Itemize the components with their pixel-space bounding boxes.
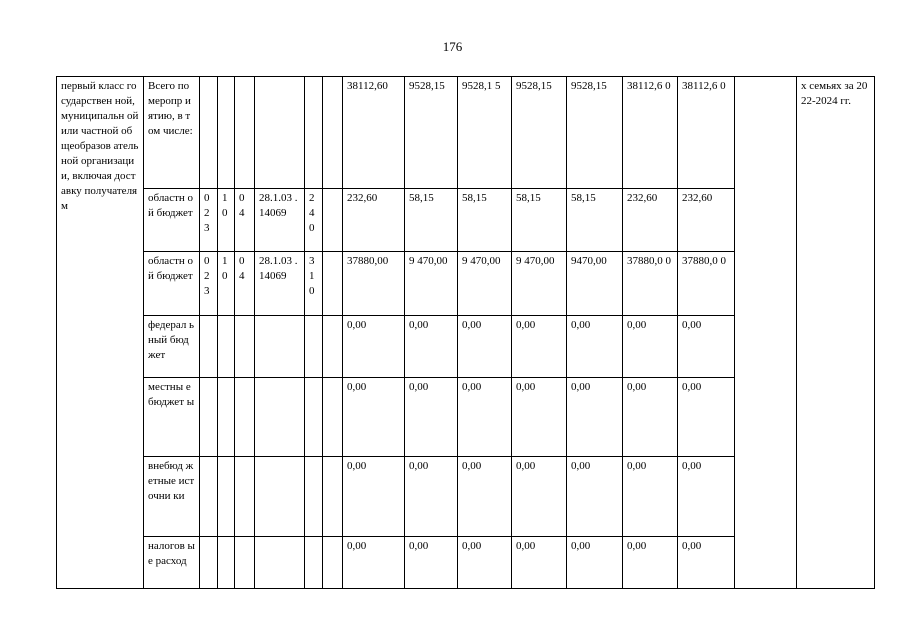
value-total: 232,60 [343, 189, 405, 252]
empty-cell [735, 77, 797, 589]
funding-source: областн ой бюджет [144, 189, 200, 252]
value-sum-b: 232,60 [678, 189, 735, 252]
code-section [218, 457, 235, 537]
code-subsection [235, 316, 255, 378]
value-2025: 0,00 [567, 316, 623, 378]
value-2023: 0,00 [458, 378, 512, 457]
code-target [255, 77, 305, 189]
value-2024: 9 470,00 [512, 252, 567, 316]
value-2025: 0,00 [567, 457, 623, 537]
code-subsection [235, 537, 255, 589]
code-ministry [200, 316, 218, 378]
empty-cell [323, 77, 343, 189]
code-ministry: 02 3 [200, 189, 218, 252]
code-target [255, 316, 305, 378]
value-2024: 0,00 [512, 316, 567, 378]
code-subsection [235, 378, 255, 457]
code-section [218, 378, 235, 457]
value-total: 0,00 [343, 457, 405, 537]
value-2025: 9470,00 [567, 252, 623, 316]
value-2022: 0,00 [405, 316, 458, 378]
code-type [305, 457, 323, 537]
value-2022: 58,15 [405, 189, 458, 252]
code-ministry [200, 378, 218, 457]
value-sum-a: 37880,0 0 [623, 252, 678, 316]
code-type [305, 378, 323, 457]
value-2023: 0,00 [458, 457, 512, 537]
empty-cell [323, 316, 343, 378]
value-2024: 58,15 [512, 189, 567, 252]
value-2024: 0,00 [512, 378, 567, 457]
value-total: 38112,60 [343, 77, 405, 189]
code-type [305, 537, 323, 589]
code-target: 28.1.03 .14069 [255, 189, 305, 252]
code-section: 1 0 [218, 252, 235, 316]
value-sum-a: 0,00 [623, 457, 678, 537]
value-2025: 0,00 [567, 378, 623, 457]
value-2024: 0,00 [512, 457, 567, 537]
code-section: 1 0 [218, 189, 235, 252]
value-sum-a: 38112,6 0 [623, 77, 678, 189]
code-subsection: 0 4 [235, 189, 255, 252]
value-total: 0,00 [343, 378, 405, 457]
page-number: 176 [442, 39, 463, 54]
empty-cell [323, 537, 343, 589]
value-sum-b: 38112,6 0 [678, 77, 735, 189]
empty-cell [323, 457, 343, 537]
funding-source: областн ой бюджет [144, 252, 200, 316]
code-ministry [200, 537, 218, 589]
value-sum-b: 0,00 [678, 378, 735, 457]
budget-table [56, 76, 875, 589]
value-total: 0,00 [343, 537, 405, 589]
code-subsection [235, 457, 255, 537]
code-type: 2 4 0 [305, 189, 323, 252]
value-total: 0,00 [343, 316, 405, 378]
code-ministry [200, 457, 218, 537]
value-2024: 9528,15 [512, 77, 567, 189]
code-subsection [235, 77, 255, 189]
value-2022: 9528,15 [405, 77, 458, 189]
code-subsection: 0 4 [235, 252, 255, 316]
value-sum-b: 0,00 [678, 537, 735, 589]
code-target [255, 378, 305, 457]
code-type [305, 77, 323, 189]
code-target [255, 457, 305, 537]
value-sum-b: 37880,0 0 [678, 252, 735, 316]
value-sum-a: 232,60 [623, 189, 678, 252]
code-section [218, 537, 235, 589]
value-2023: 58,15 [458, 189, 512, 252]
code-target: 28.1.03 .14069 [255, 252, 305, 316]
code-target [255, 537, 305, 589]
value-sum-a: 0,00 [623, 378, 678, 457]
value-2022: 9 470,00 [405, 252, 458, 316]
empty-cell [323, 378, 343, 457]
value-2025: 9528,15 [567, 77, 623, 189]
value-2023: 0,00 [458, 316, 512, 378]
result-note: х семьях за 2022-2024 гг. [797, 77, 875, 589]
value-sum-a: 0,00 [623, 537, 678, 589]
code-section [218, 77, 235, 189]
funding-source: Всего по меропр иятию, в том числе: [144, 77, 200, 189]
code-type [305, 316, 323, 378]
value-2023: 9 470,00 [458, 252, 512, 316]
value-2024: 0,00 [512, 537, 567, 589]
code-type: 3 1 0 [305, 252, 323, 316]
value-2022: 0,00 [405, 537, 458, 589]
empty-cell [323, 252, 343, 316]
funding-source: внебюд жетные источни ки [144, 457, 200, 537]
value-2025: 58,15 [567, 189, 623, 252]
value-total: 37880,00 [343, 252, 405, 316]
value-sum-b: 0,00 [678, 316, 735, 378]
code-section [218, 316, 235, 378]
value-2023: 0,00 [458, 537, 512, 589]
value-2023: 9528,1 5 [458, 77, 512, 189]
funding-source: федерал ьный бюджет [144, 316, 200, 378]
value-sum-b: 0,00 [678, 457, 735, 537]
code-ministry: 02 3 [200, 252, 218, 316]
value-2025: 0,00 [567, 537, 623, 589]
measure-description: первый класс государствен ной, муниципальн ой или частной общеобразов ательной организации, включая доставку получателям [57, 77, 144, 589]
value-2022: 0,00 [405, 457, 458, 537]
value-2022: 0,00 [405, 378, 458, 457]
code-ministry [200, 77, 218, 189]
funding-source: местны е бюджет ы [144, 378, 200, 457]
table-row [57, 77, 875, 189]
value-sum-a: 0,00 [623, 316, 678, 378]
empty-cell [323, 189, 343, 252]
funding-source: налогов ые расход [144, 537, 200, 589]
